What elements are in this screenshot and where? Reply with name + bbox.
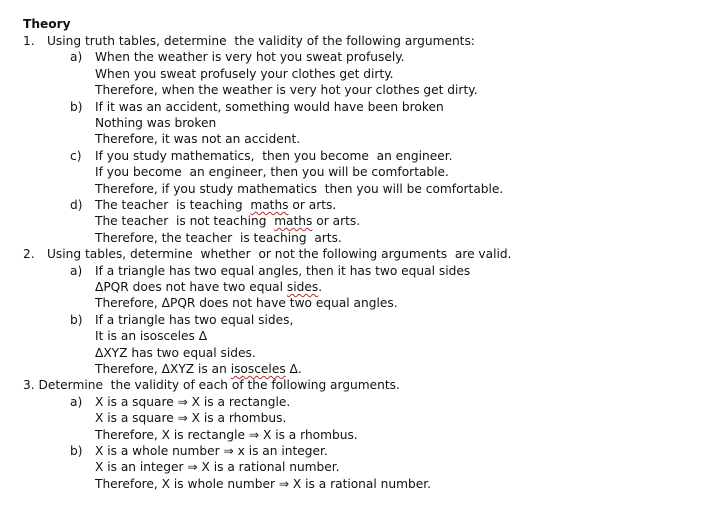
list-item-continuation: Therefore, when the weather is very hot your clothes get dirty. <box>95 83 478 97</box>
list-letter: a) <box>70 395 83 409</box>
text-segment: ΔPQR does not have two equal <box>95 280 287 294</box>
list-item-continuation: X is an integer ⇒ X is a rational number. <box>95 460 340 474</box>
list-item-continuation <box>95 279 322 295</box>
list-letter: b) <box>70 100 83 114</box>
list-letter: a) <box>70 264 83 278</box>
document-title: Theory <box>23 17 71 31</box>
list-number: 2. <box>23 247 35 261</box>
text-segment: Δ. <box>285 362 302 376</box>
list-item-text: If a triangle has two equal sides, <box>95 313 294 327</box>
list-item-text: Using tables, determine whether or not the following arguments are valid. <box>47 247 512 261</box>
list-item-continuation: Therefore, if you study mathematics then you will be comfortable. <box>95 182 504 196</box>
list-item-continuation: Therefore, X is rectangle ⇒ X is a rhombus. <box>95 428 358 442</box>
list-item-continuation: Therefore, X is whole number ⇒ X is a rational number. <box>95 477 431 491</box>
list-item-continuation: It is an isosceles Δ <box>95 329 208 343</box>
text-segment: Therefore, ΔXYZ is an <box>95 362 231 376</box>
list-item-continuation: X is a square ⇒ X is a rhombus. <box>95 411 287 425</box>
spellcheck-flagged-word: maths <box>274 214 313 228</box>
list-item-continuation: Nothing was broken <box>95 116 217 130</box>
list-item-text: 3. Determine the validity of each of the following arguments. <box>23 378 400 392</box>
list-item-continuation <box>95 213 360 229</box>
text-segment: The teacher is not teaching <box>95 214 275 228</box>
list-item-text: X is a square ⇒ X is a rectangle. <box>95 395 291 409</box>
list-item-continuation: When you sweat profusely your clothes get dirty. <box>95 67 394 81</box>
list-letter: b) <box>70 444 83 458</box>
text-segment: . <box>318 280 323 294</box>
list-item-continuation: ΔXYZ has two equal sides. <box>95 346 256 360</box>
list-number: 1. <box>23 34 35 48</box>
list-item-text: X is a whole number ⇒ x is an integer. <box>95 444 328 458</box>
list-item-text: Using truth tables, determine the validity of the following arguments: <box>47 34 475 48</box>
list-item-continuation: If you become an engineer, then you will be comfortable. <box>95 165 449 179</box>
list-item-continuation: Therefore, it was not an accident. <box>95 132 301 146</box>
text-segment: The teacher is teaching <box>95 198 251 212</box>
list-letter: a) <box>70 50 83 64</box>
list-letter: c) <box>70 149 82 163</box>
list-item-text: When the weather is very hot you sweat profusely. <box>95 50 405 64</box>
list-item-continuation: Therefore, the teacher is teaching arts. <box>95 231 342 245</box>
text-segment: or arts. <box>288 198 337 212</box>
list-item-text: If you study mathematics, then you become an engineer. <box>95 149 453 163</box>
list-item-text: If it was an accident, something would have been broken <box>95 100 444 114</box>
text-segment: or arts. <box>312 214 361 228</box>
list-item-text <box>95 197 336 213</box>
spellcheck-flagged-word: sides <box>286 280 319 294</box>
list-letter: d) <box>70 198 83 212</box>
spellcheck-flagged-word: maths <box>250 198 289 212</box>
spellcheck-flagged-word: isosceles <box>230 362 286 376</box>
list-item-continuation: Therefore, ΔPQR does not have two equal angles. <box>95 296 398 310</box>
list-letter: b) <box>70 313 83 327</box>
list-item-continuation <box>95 361 302 377</box>
list-item-text: If a triangle has two equal angles, then it has two equal sides <box>95 264 471 278</box>
